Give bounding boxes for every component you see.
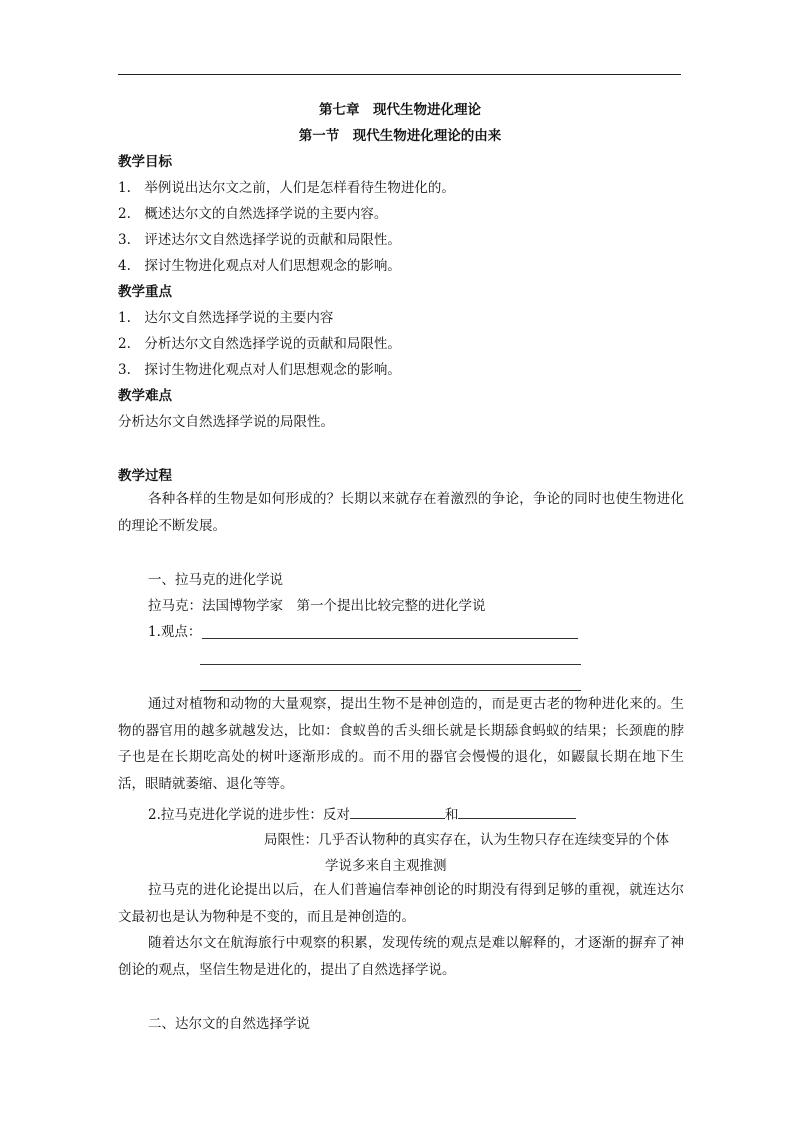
goal-item-4: 4. 探讨生物进化观点对人们思想观念的影响。 xyxy=(118,258,401,274)
lamarck-view-label: 1.观点： xyxy=(148,624,202,640)
progress-label: 2.拉马克进化学说的进步性：反对 xyxy=(148,807,350,823)
answer-blank-2 xyxy=(200,664,581,665)
darwin-heading: 二、达尔文的自然选择学说 xyxy=(148,1016,310,1032)
key-point-item-2: 2. 分析达尔文自然选择学说的贡献和局限性。 xyxy=(118,336,401,352)
key-point-item-1: 1. 达尔文自然选择学说的主要内容 xyxy=(118,310,334,326)
lamarck-paragraph-3: 随着达尔文在航海旅行中观察的积累，发现传统的观点是难以解释的，才逐渐的摒弃了神创论的观点，坚信生物是进化的，提出了自然选择学说。 xyxy=(118,935,684,978)
progress-blank-2 xyxy=(458,804,576,819)
header-rule xyxy=(118,74,681,75)
limitation-line-1: 局限性：几乎否认物种的真实存在，认为生物只存在连续变异的个体 xyxy=(264,832,669,848)
chapter-title: 第七章 现代生物进化理论 xyxy=(319,102,481,118)
goal-item-1: 1. 举例说出达尔文之前，人们是怎样看待生物进化的。 xyxy=(118,180,455,196)
process-heading: 教学过程 xyxy=(118,468,172,484)
progress-blank-1 xyxy=(350,804,445,819)
difficulty-text: 分析达尔文自然选择学说的局限性。 xyxy=(118,414,334,430)
lamarck-bio: 拉马克：法国博物学家 第一个提出比较完整的进化学说 xyxy=(148,598,486,614)
difficulty-heading: 教学难点 xyxy=(118,388,172,404)
lamarck-heading: 一、拉马克的进化学说 xyxy=(148,572,283,588)
lamarck-paragraph-2: 拉马克的进化论提出以后，在人们普遍信奉神创论的时期没有得到足够的重视，就连达尔文最初也是认为物种是不变的，而且是神创造的。 xyxy=(118,882,684,925)
answer-blank-1 xyxy=(202,638,578,639)
limitation-line-2: 学说多来自主观推测 xyxy=(325,858,447,874)
key-point-item-3: 3. 探讨生物进化观点对人们思想观念的影响。 xyxy=(118,362,401,378)
goals-heading: 教学目标 xyxy=(118,154,172,170)
progress-and: 和 xyxy=(444,807,459,823)
lamarck-progress-row xyxy=(148,804,576,825)
key-points-heading: 教学重点 xyxy=(118,284,172,300)
lamarck-paragraph-1: 通过对植物和动物的大量观察，提出生物不是神创造的，而是更古老的物种进化来的。生物的器官用的越多就越发达，比如：食蚁兽的舌头细长就是长期舔食蚂蚁的结果；长颈鹿的脖子也是在长期吃高处的树叶逐渐形成的。而不用的器官会慢慢的退化，如鼹鼠长期在地下生活，眼睛就萎缩、退化等等。 xyxy=(118,696,684,792)
goal-item-2: 2. 概述达尔文的自然选择学说的主要内容。 xyxy=(118,206,388,222)
goal-item-3: 3. 评述达尔文自然选择学说的贡献和局限性。 xyxy=(118,232,401,248)
process-intro: 各种各样的生物是如何形成的？长期以来就存在着激烈的争论，争论的同时也使生物进化的理论不断发展。 xyxy=(118,491,684,534)
section-title: 第一节 现代生物进化理论的由来 xyxy=(298,128,502,144)
